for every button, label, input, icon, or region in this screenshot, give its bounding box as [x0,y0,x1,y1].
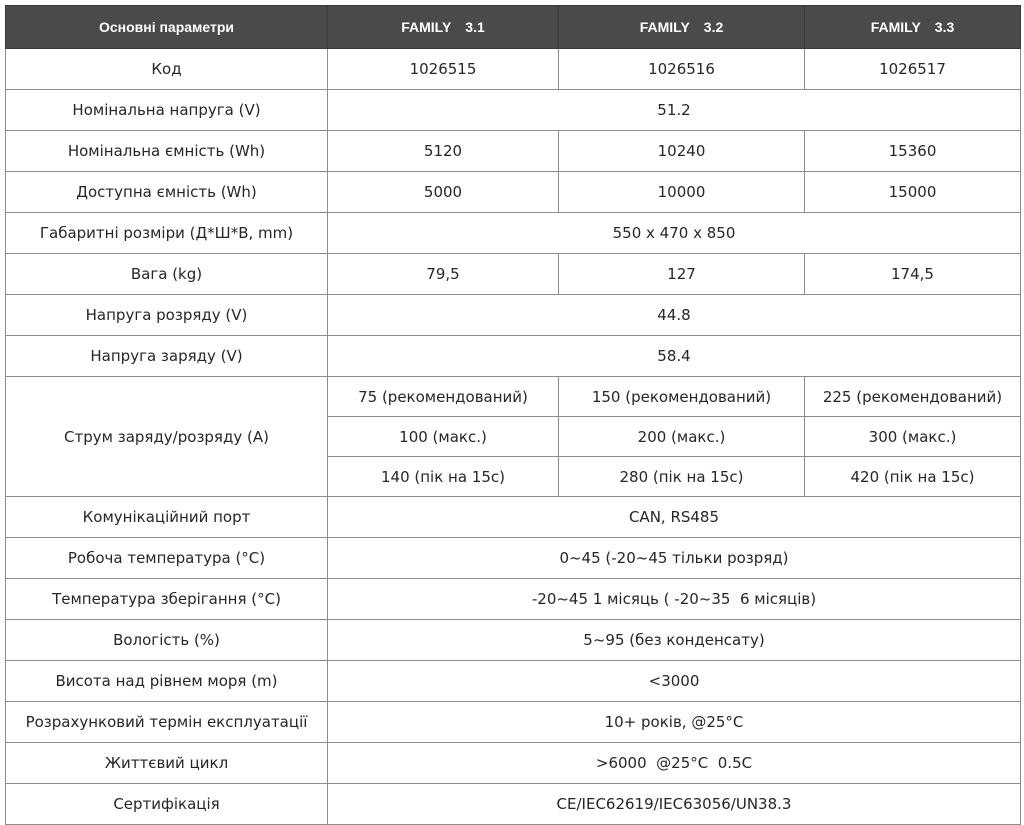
current-recommended-3: 225 (рекомендований) [805,377,1021,417]
available-capacity-value-2: 10000 [559,172,805,213]
charge-voltage-value: 58.4 [328,336,1021,377]
row-label-current: Струм заряду/розряду (A) [6,377,328,497]
table-row [6,254,1021,295]
model-name: FAMILY [401,19,452,35]
nominal-capacity-value-2: 10240 [559,131,805,172]
nominal-capacity-value-3: 15360 [805,131,1021,172]
current-max-2: 200 (макс.) [559,417,805,457]
row-label-humidity: Вологість (%) [6,620,328,661]
current-recommended-2: 150 (рекомендований) [559,377,805,417]
dimensions-value: 550 x 470 x 850 [328,213,1021,254]
lifetime-value: 10+ років, @25°C [328,702,1021,743]
table-row [6,336,1021,377]
table-row [6,579,1021,620]
table-row [6,538,1021,579]
row-label-available-capacity: Доступна ємність (Wh) [6,172,328,213]
header-row [6,6,1021,49]
available-capacity-value-1: 5000 [328,172,559,213]
model-version: 3.3 [934,19,955,35]
model-name: FAMILY [639,19,690,35]
humidity-value: 5~95 (без конденсату) [328,620,1021,661]
row-label-nominal-capacity: Номінальна ємність (Wh) [6,131,328,172]
header-param-label: Основні параметри [6,6,328,49]
table-row [6,172,1021,213]
table-row [6,131,1021,172]
table-row [6,743,1021,784]
table-row [6,295,1021,336]
table-row [6,213,1021,254]
model-version: 3.1 [465,19,485,35]
row-label-dimensions: Габаритні розміри (Д*Ш*В, mm) [6,213,328,254]
work-temp-value: 0~45 (-20~45 тільки розряд) [328,538,1021,579]
table-row [6,702,1021,743]
certification-value: CE/IEC62619/IEC63056/UN38.3 [328,784,1021,825]
header-model-3 [805,6,1021,49]
altitude-value: <3000 [328,661,1021,702]
nominal-capacity-value-1: 5120 [328,131,559,172]
row-label-altitude: Висота над рівнем моря (m) [6,661,328,702]
available-capacity-value-3: 15000 [805,172,1021,213]
comm-port-value: CAN, RS485 [328,497,1021,538]
table-row [6,90,1021,131]
weight-value-2: 127 [559,254,805,295]
model-name: FAMILY [870,19,921,35]
table-row [6,784,1021,825]
row-label-code: Код [6,49,328,90]
current-peak-3: 420 (пік на 15с) [805,457,1021,497]
nominal-voltage-value: 51.2 [328,90,1021,131]
current-max-1: 100 (макс.) [328,417,559,457]
row-label-nominal-voltage: Номінальна напруга (V) [6,90,328,131]
table-row [6,497,1021,538]
row-label-discharge-voltage: Напруга розряду (V) [6,295,328,336]
table-row [6,377,1021,417]
row-label-lifetime: Розрахунковий термін експлуатації [6,702,328,743]
spec-table [5,5,1021,825]
row-label-charge-voltage: Напруга заряду (V) [6,336,328,377]
current-recommended-1: 75 (рекомендований) [328,377,559,417]
discharge-voltage-value: 44.8 [328,295,1021,336]
row-label-cycle-life: Життєвий цикл [6,743,328,784]
row-label-weight: Вага (kg) [6,254,328,295]
current-max-3: 300 (макс.) [805,417,1021,457]
row-label-work-temp: Робоча температура (°C) [6,538,328,579]
row-label-certification: Сертифікація [6,784,328,825]
spec-table-container [5,5,1020,825]
header-model-1 [328,6,559,49]
table-row [6,49,1021,90]
row-label-comm-port: Комунікаційний порт [6,497,328,538]
table-row [6,661,1021,702]
code-value-2: 1026516 [559,49,805,90]
weight-value-1: 79,5 [328,254,559,295]
model-version: 3.2 [703,19,724,35]
current-peak-1: 140 (пік на 15с) [328,457,559,497]
table-row [6,620,1021,661]
code-value-1: 1026515 [328,49,559,90]
weight-value-3: 174,5 [805,254,1021,295]
cycle-life-value: >6000 @25°C 0.5C [328,743,1021,784]
header-model-2 [559,6,805,49]
code-value-3: 1026517 [805,49,1021,90]
current-peak-2: 280 (пік на 15с) [559,457,805,497]
storage-temp-value: -20~45 1 місяць ( -20~35 6 місяців) [328,579,1021,620]
row-label-storage-temp: Температура зберігання (°C) [6,579,328,620]
